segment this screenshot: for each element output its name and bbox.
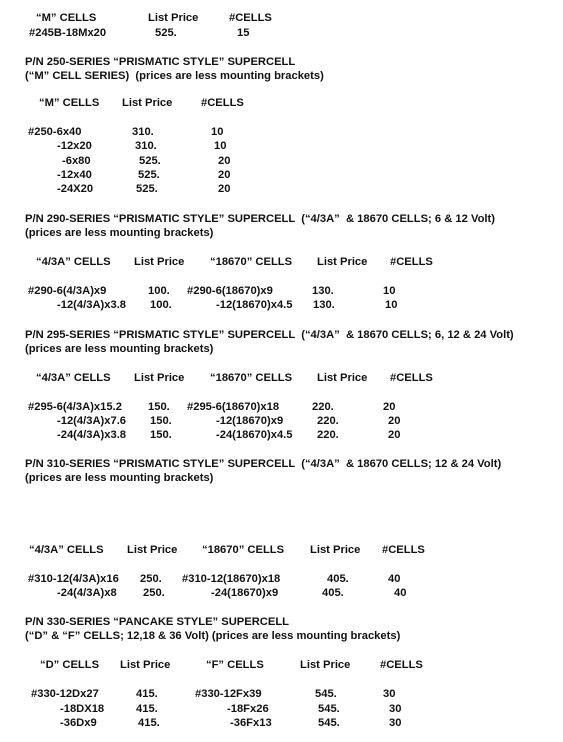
cell-count: 40: [388, 573, 401, 585]
part-number: -36Fx13: [230, 717, 272, 729]
part-number: -12x40: [57, 169, 92, 181]
col-header-d-cells: “D” CELLS: [40, 659, 100, 671]
col-header-list-price: List Price: [300, 659, 351, 671]
price: 250.: [143, 587, 165, 599]
part-number: #310-12(4/3A)x16: [28, 573, 119, 585]
price: 525.: [155, 27, 177, 39]
col-header-18670-cells: “18670” CELLS: [202, 544, 285, 556]
cell-count: 20: [218, 183, 231, 195]
series-250-subheading: (“M” CELL SERIES) (prices are less mounting brackets): [25, 70, 324, 82]
part-number: -12x20: [57, 140, 92, 152]
part-number: #295-6(4/3A)x15.2: [28, 401, 122, 413]
series-250-heading: P/N 250-SERIES “PRISMATIC STYLE” SUPERCELL: [25, 56, 296, 68]
series-295-subheading: (prices are less mounting brackets): [25, 343, 214, 355]
cell-count: 30: [389, 703, 402, 715]
cell-count: 10: [385, 299, 398, 311]
price: 525.: [136, 183, 158, 195]
price: 415.: [136, 688, 158, 700]
part-number: #290-6(18670)x9: [187, 285, 273, 297]
part-number: -24(4/3A)x3.8: [57, 429, 127, 441]
col-header-cells: #CELLS: [390, 256, 433, 268]
col-header-list-price: List Price: [310, 544, 361, 556]
part-number: -24X20: [57, 183, 94, 195]
series-290-subheading: (prices are less mounting brackets): [25, 227, 214, 239]
price: 545.: [315, 688, 337, 700]
col-header-m-cells: “M” CELLS: [36, 12, 97, 24]
part-number: -24(18670)x4.5: [216, 429, 293, 441]
price: 525.: [139, 155, 161, 167]
part-number: -12(18670)x9: [216, 415, 284, 427]
cell-count: 40: [394, 587, 407, 599]
part-number: -12(4/3A)x3.8: [57, 299, 127, 311]
price: 220.: [317, 429, 339, 441]
col-header-cells: #CELLS: [380, 659, 423, 671]
price: 405.: [322, 587, 344, 599]
price: 130.: [313, 299, 335, 311]
price: 545.: [318, 703, 340, 715]
cell-count: 20: [388, 415, 401, 427]
price: 310.: [135, 140, 157, 152]
cell-count: 15: [237, 27, 250, 39]
cell-count: 10: [214, 140, 227, 152]
col-header-list-price: List Price: [317, 256, 368, 268]
part-number: #330-12Dx27: [31, 688, 99, 700]
series-330-heading: P/N 330-SERIES “PANCAKE STYLE” SUPERCELL: [25, 616, 289, 628]
part-number: -24(18670)x9: [211, 587, 279, 599]
part-number: -24(4/3A)x8: [57, 587, 117, 599]
part-number: -6x80: [62, 155, 91, 167]
part-number: -12(4/3A)x7.6: [57, 415, 127, 427]
col-header-cells: #CELLS: [201, 97, 244, 109]
cell-count: 10: [211, 126, 224, 138]
part-number: -18DX18: [60, 703, 105, 715]
price: 310.: [132, 126, 154, 138]
price: 405.: [327, 573, 349, 585]
part-number: #245B-18Mx20: [29, 27, 107, 39]
col-header-4-3a-cells: “4/3A” CELLS: [36, 372, 111, 384]
part-number: #295-6(18670)x18: [187, 401, 280, 413]
col-header-list-price: List Price: [127, 544, 178, 556]
col-header-cells: #CELLS: [229, 12, 272, 24]
col-header-18670-cells: “18670” CELLS: [210, 256, 293, 268]
col-header-m-cells: “M” CELLS: [39, 97, 100, 109]
cell-count: 30: [383, 688, 396, 700]
price: 150.: [150, 415, 172, 427]
cell-count: 20: [383, 401, 396, 413]
col-header-f-cells: “F” CELLS: [206, 659, 264, 671]
col-header-4-3a-cells: “4/3A” CELLS: [29, 544, 104, 556]
price: 250.: [140, 573, 162, 585]
col-header-cells: #CELLS: [390, 372, 433, 384]
price: 150.: [150, 429, 172, 441]
col-header-list-price: List Price: [148, 12, 199, 24]
part-number: #310-12(18670)x18: [182, 573, 281, 585]
price: 100.: [148, 285, 170, 297]
col-header-list-price: List Price: [134, 372, 185, 384]
part-number: -36Dx9: [60, 717, 97, 729]
cell-count: 30: [389, 717, 402, 729]
cell-count: 20: [218, 155, 231, 167]
price: 220.: [317, 415, 339, 427]
price: 100.: [150, 299, 172, 311]
part-number: -12(18670)x4.5: [216, 299, 293, 311]
col-header-list-price: List Price: [134, 256, 185, 268]
price: 415.: [138, 717, 160, 729]
price: 150.: [148, 401, 170, 413]
series-310-subheading: (prices are less mounting brackets): [25, 472, 214, 484]
price: 415.: [136, 703, 158, 715]
part-number: #330-12Fx39: [195, 688, 262, 700]
cell-count: 20: [218, 169, 231, 181]
col-header-4-3a-cells: “4/3A” CELLS: [36, 256, 111, 268]
col-header-list-price: List Price: [317, 372, 368, 384]
col-header-list-price: List Price: [122, 97, 173, 109]
cell-count: 20: [388, 429, 401, 441]
col-header-list-price: List Price: [120, 659, 171, 671]
price: 130.: [312, 285, 334, 297]
series-290-heading: P/N 290-SERIES “PRISMATIC STYLE” SUPERCELL (“4/3A” & 18670 CELLS; 6 & 12 Volt): [25, 213, 495, 225]
cell-count: 10: [383, 285, 396, 297]
series-330-subheading: (“D” & “F” CELLS; 12,18 & 36 Volt) (prices are less mounting brackets): [25, 630, 401, 642]
price: 545.: [318, 717, 340, 729]
part-number: #250-6x40: [28, 126, 82, 138]
price: 525.: [138, 169, 160, 181]
series-295-heading: P/N 295-SERIES “PRISMATIC STYLE” SUPERCELL (“4/3A” & 18670 CELLS; 6, 12 & 24 Volt): [25, 329, 514, 341]
price: 220.: [312, 401, 334, 413]
part-number: #290-6(4/3A)x9: [28, 285, 107, 297]
col-header-cells: #CELLS: [382, 544, 425, 556]
part-number: -18Fx26: [227, 703, 269, 715]
series-310-heading: P/N 310-SERIES “PRISMATIC STYLE” SUPERCELL (“4/3A” & 18670 CELLS; 12 & 24 Volt): [25, 458, 502, 470]
col-header-18670-cells: “18670” CELLS: [210, 372, 293, 384]
